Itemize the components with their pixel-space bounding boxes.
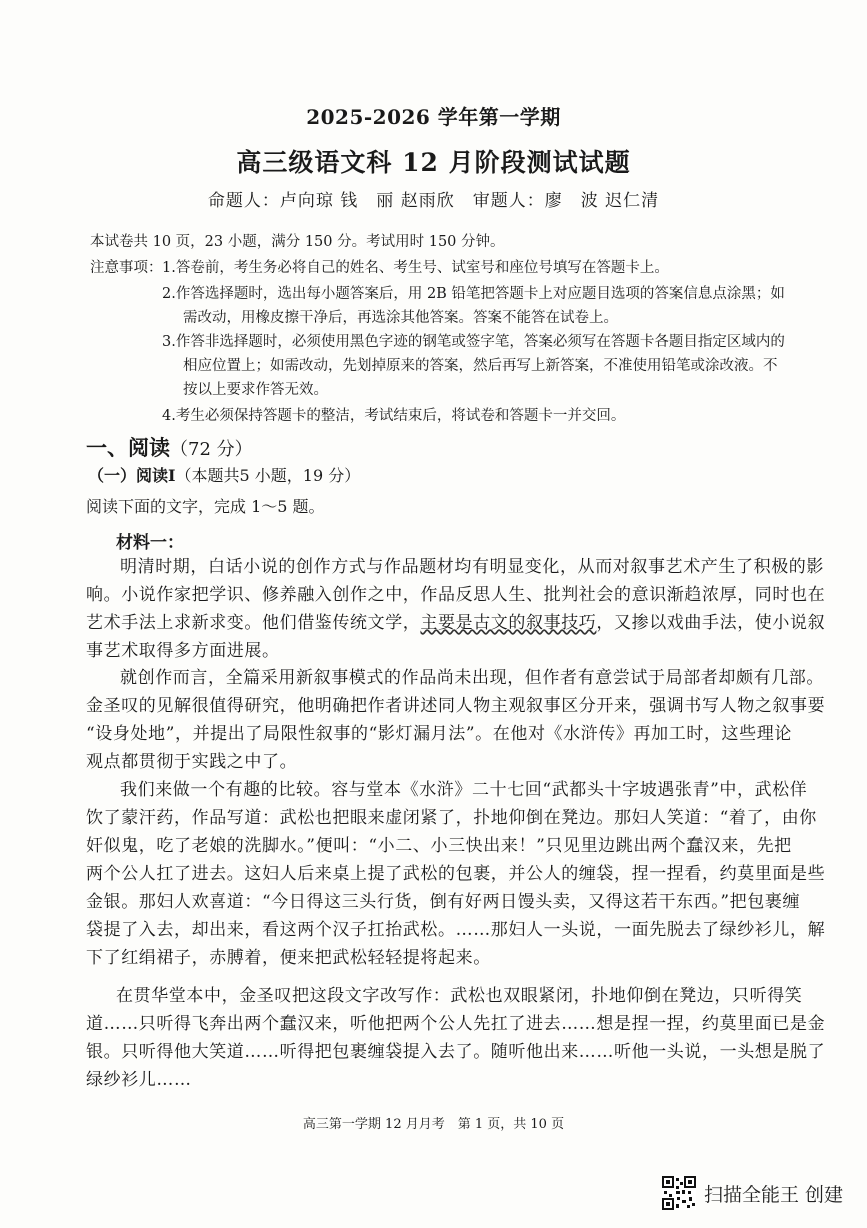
- paragraph-line: 银。只听得他大笑道……听得把包裹缠袋提入去了。随听他出来……听他一头说，一头想是脱了: [86, 1042, 826, 1062]
- note-item-3: 3.作答非选择题时，必须使用黑色字迹的钢笔或签字笔，答案必须写在答题卡各题目指定区域内的: [162, 334, 785, 350]
- paragraph-line: 明清时期，白话小说的创作方式与作品题材均有明显变化，从而对叙事艺术产生了积极的影: [120, 557, 824, 577]
- paragraph-line: 事艺术取得多方面进展。: [86, 641, 280, 661]
- note-item-2-cont: 需改动，用橡皮擦干净后，再选涂其他答案。答案不能答在试卷上。: [183, 310, 618, 326]
- scanner-label: 扫描全能王 创建: [703, 1183, 843, 1206]
- note-item-3-cont2: 按以上要求作答无效。: [183, 382, 328, 398]
- note-item-4: 4.考生必须保持答题卡的整洁，考试结束后，将试卷和答题卡一并交回。: [162, 408, 626, 424]
- semester-heading: 2025-2026 学年第一学期: [306, 105, 561, 129]
- notes-label: 注意事项：: [90, 260, 163, 276]
- authors-line: 命题人：卢向琼 钱 丽 赵雨欣 审题人：廖 波 迟仁清: [207, 191, 660, 211]
- section-points: （72 分）: [170, 439, 253, 460]
- section-title-text: 一、阅读: [86, 435, 170, 460]
- paragraph-line: 金圣叹的见解很值得研究，他明确把作者讲述同人物主观叙事区分开来，强调书写人物之叙事要: [86, 696, 826, 716]
- paragraph-line: 在贯华堂本中，金圣叹把这段文字改写作：武松也双眼紧闭，扑地仰倒在凳边，只听得笑: [116, 986, 803, 1006]
- section-title: [86, 432, 253, 462]
- paragraph-3: [86, 776, 826, 972]
- reading-instruction: 阅读下面的文字，完成 1～5 题。: [86, 497, 325, 516]
- subsection-points: （本题共5 小题，19 分）: [175, 466, 361, 485]
- paragraph-line: 就创作而言，全篇采用新叙事模式的作品尚未出现，但作者有意尝试于局部者却颇有几部。: [120, 668, 824, 688]
- paragraph-line: 我们来做一个有趣的比较。容与堂本《水浒》二十七回“武都头十字坡遇张青”中，武松佯: [120, 780, 808, 800]
- paragraph-line: 下了红绢裙子，赤膊着，便来把武松轻轻提将起来。: [86, 948, 491, 968]
- paragraph-line: 饮了蒙汗药，作品写道：武松也把眼来虚闭紧了，扑地仰倒在凳边。那妇人笑道：“着了，由你: [86, 808, 817, 828]
- paragraph-line: [86, 609, 826, 637]
- underlined-phrase: 主要是古文的叙事技巧: [420, 613, 597, 633]
- paragraph-line: “设身处地”，并提出了局限性叙事的“影灯漏月法”。在他对《水浒传》再加工时，这些理论: [86, 724, 792, 744]
- paragraph-line: 袋提了入去，却出来，看这两个汉子扛抬武松。……那妇人一头说，一面先脱去了绿纱衫儿，解: [86, 920, 826, 940]
- subsection-title-text: （一）阅读Ⅰ: [88, 466, 176, 485]
- exam-info: 本试卷共 10 页，23 小题，满分 150 分。考试用时 150 分钟。: [90, 234, 505, 250]
- paragraph-4: [86, 982, 826, 1094]
- note-item-1: 1.答卷前，考生务必将自己的姓名、考生号、试室号和座位号填写在答题卡上。: [162, 260, 669, 276]
- qr-code-icon: [662, 1176, 696, 1210]
- page-footer: 高三第一学期 12 月月考 第 1 页，共 10 页: [302, 1117, 565, 1132]
- scanner-watermark: [662, 1176, 843, 1210]
- paragraph-line: 奸似鬼，吃了老娘的洗脚水。”便叫：“小二、小三快出来！”只见里边跳出两个蠢汉来，先把: [86, 836, 792, 856]
- note-item-3-cont: 相应位置上；如需改动，先划掉原来的答案，然后再写上新答案，不准使用铅笔或涂改液。不: [183, 358, 778, 374]
- paragraph-line: 两个公人扛了进去。这妇人后来桌上提了武松的包裹，并公人的缠袋，捏一捏看，约莫里面是些: [86, 864, 826, 884]
- material-heading: 材料一：: [116, 533, 184, 553]
- subsection-title: [88, 463, 360, 486]
- exam-title: 高三级语文科 12 月阶段测试试题: [236, 148, 631, 177]
- paragraph-line: 金银。那妇人欢喜道：“今日得这三头行货，倒有好两日馒头卖，又得这若干东西。”把包裹缠: [86, 892, 801, 912]
- paragraph-line: 观点都贯彻于实践之中了。: [86, 752, 298, 772]
- paragraph-1: [86, 553, 826, 665]
- paragraph-line: 响。小说作家把学识、修养融入创作之中，作品反思人生、批判社会的意识渐趋浓厚，同时也在: [86, 585, 826, 605]
- note-item-2: 2.作答选择题时，选出每小题答案后，用 2B 铅笔把答题卡上对应题目选项的答案信息点涂黑；如: [162, 286, 785, 302]
- text-segment: 艺术手法上求新求变。他们借鉴传统文学，: [86, 613, 421, 633]
- paragraph-line: 道……只听得飞奔出两个蠢汉来，听他把两个公人先扛了进去……想是捏一捏，约莫里面已是金: [86, 1014, 826, 1034]
- text-segment: ，又掺以戏曲手法，使小说叙: [596, 613, 826, 633]
- paragraph-2: [86, 664, 826, 776]
- paragraph-line: 绿纱衫儿……: [86, 1070, 192, 1090]
